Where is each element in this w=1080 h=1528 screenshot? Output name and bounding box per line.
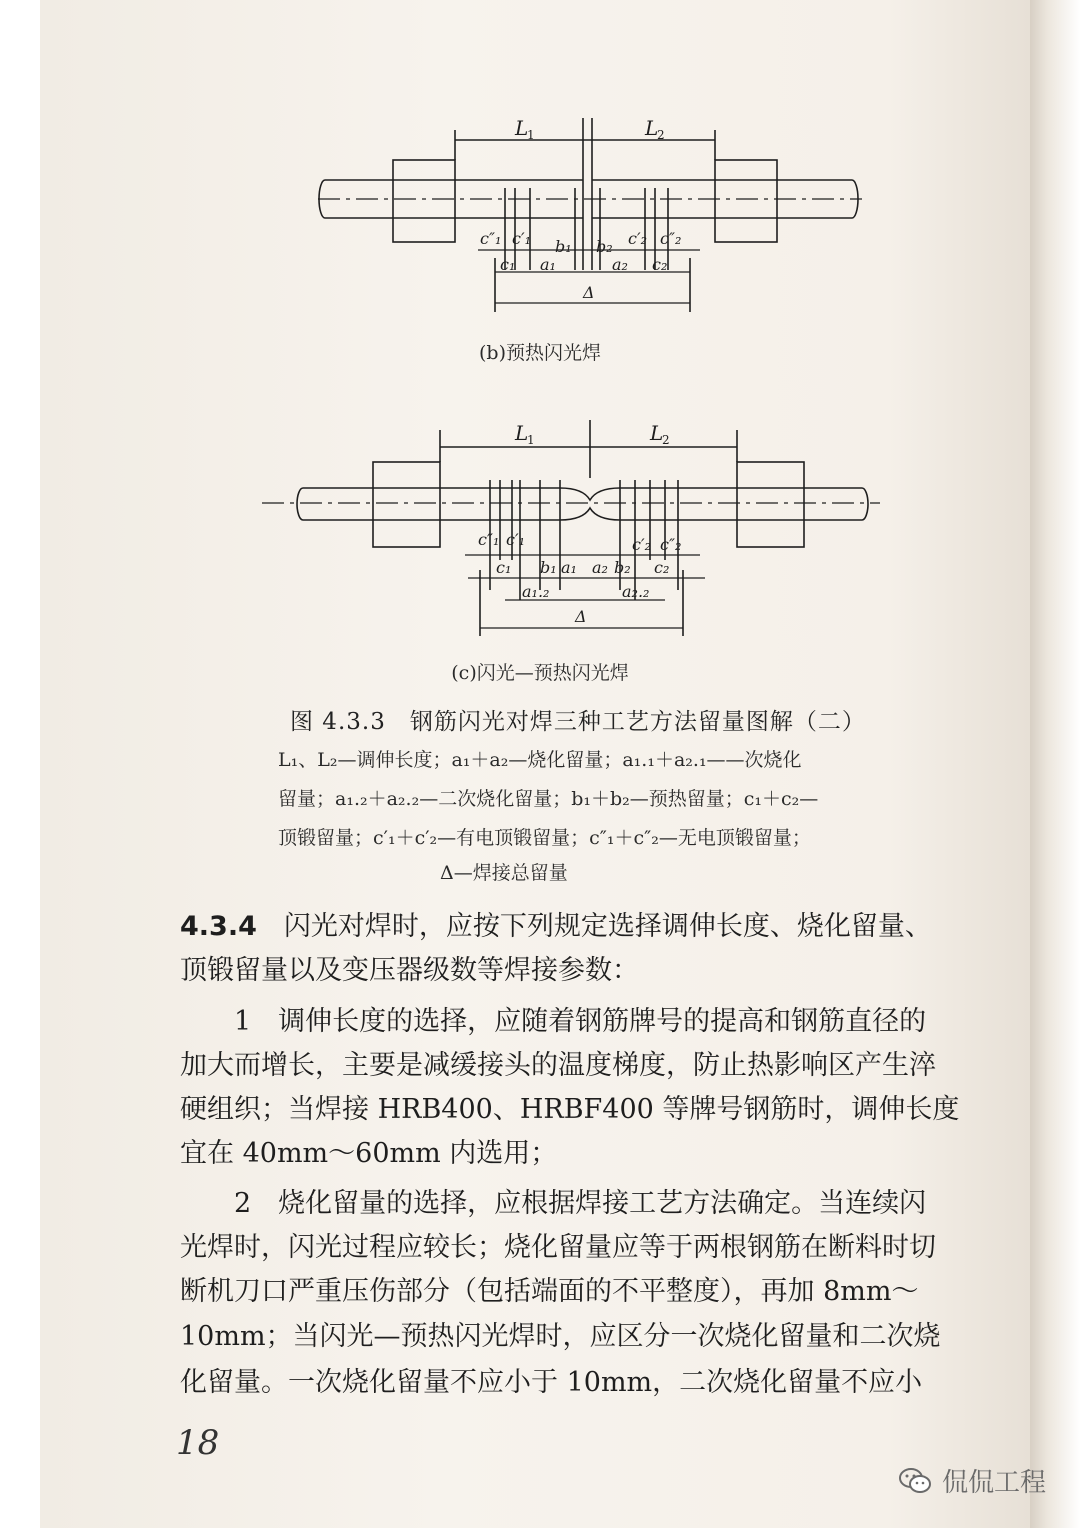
label-c-a22: a₂.₂ xyxy=(622,582,650,601)
legend-line-4: Δ—焊接总留量 xyxy=(440,862,568,884)
label-c-L2-sub: 2 xyxy=(662,433,670,447)
body-line-4: 加大而增长，主要是减缓接头的温度梯度，防止热影响区产生淬 xyxy=(180,1050,936,1081)
label-c2p: c′₂ xyxy=(628,229,648,248)
label-c1pp: c″₁ xyxy=(480,229,502,248)
body-line-10: 10mm；当闪光—预热闪光焊时，应区分一次烧化留量和二次烧 xyxy=(180,1321,941,1352)
section-number: 4.3.4 xyxy=(180,911,257,942)
page-number: 18 xyxy=(176,1423,220,1463)
label-L2: L xyxy=(645,116,659,140)
caption-c: (c)闪光—预热闪光焊 xyxy=(451,662,629,684)
label-c-L2: L xyxy=(650,421,664,445)
body-line-11: 化留量。一次烧化留量不应小于 10mm，二次烧化留量不应小 xyxy=(180,1367,923,1398)
label-delta: Δ xyxy=(583,283,595,302)
label-c1: c₁ xyxy=(500,255,516,274)
body-line-7: 2 烧化留量的选择，应根据焊接工艺方法确定。当连续闪 xyxy=(180,1188,927,1219)
label-a2: a₂ xyxy=(612,255,628,274)
label-c-a12: a₁.₂ xyxy=(522,582,550,601)
caption-b: (b)预热闪光焊 xyxy=(479,342,601,364)
watermark xyxy=(898,1462,1046,1499)
label-c-c1: c₁ xyxy=(496,558,512,577)
body-line-6: 宜在 40mm～60mm 内选用； xyxy=(180,1138,558,1169)
body-line-9: 断机刀口严重压伤部分（包括端面的不平整度），再加 8mm～ xyxy=(180,1276,919,1307)
figure-title: 图 4.3.3 钢筋闪光对焊三种工艺方法留量图解（二） xyxy=(290,709,866,735)
body-line-1 xyxy=(180,905,932,949)
legend-line-1: L₁、L₂—调伸长度；a₁＋a₂—烧化留量；a₁.₁＋a₂.₁——次烧化 xyxy=(278,749,802,771)
label-L1: L xyxy=(515,116,529,140)
legend-line-3: 顶锻留量；c′₁＋c′₂—有电顶锻留量；c″₁＋c″₂—无电顶锻留量； xyxy=(278,827,811,849)
label-c-b1: b₁ xyxy=(540,558,557,577)
label-c-c1p: c′₁ xyxy=(506,530,526,549)
label-L2-sub: 2 xyxy=(657,128,665,142)
figure-c xyxy=(262,420,880,636)
label-c-c2p: c′₂ xyxy=(632,535,652,554)
body-line-3: 1 调伸长度的选择，应随着钢筋牌号的提高和钢筋直径的 xyxy=(180,1006,927,1037)
label-b1: b₁ xyxy=(555,237,572,256)
body-line-8: 光焊时，闪光过程应较长；烧化留量应等于两根钢筋在断料时切 xyxy=(180,1232,936,1263)
body-line-5: 硬组织；当焊接 HRB400、HRBF400 等牌号钢筋时，调伸长度 xyxy=(180,1094,960,1125)
legend-line-2: 留量；a₁.₂＋a₂.₂—二次烧化留量；b₁＋b₂—预热留量；c₁＋c₂— xyxy=(278,788,819,810)
label-c-c2pp: c″₂ xyxy=(660,535,682,554)
label-L1-sub: 1 xyxy=(527,128,535,142)
label-c-L1: L xyxy=(515,421,529,445)
label-c-c1pp: c″₁ xyxy=(478,530,500,549)
label-a1: a₁ xyxy=(540,255,556,274)
label-c-L1-sub: 1 xyxy=(527,433,535,447)
label-c2pp: c″₂ xyxy=(660,229,682,248)
label-c-a1: a₁ xyxy=(561,558,577,577)
watermark-text: 侃侃工程 xyxy=(942,1468,1047,1498)
label-c-b2: b₂ xyxy=(614,558,631,577)
label-c2: c₂ xyxy=(652,255,668,274)
label-c-delta: Δ xyxy=(575,607,587,626)
label-c-a2: a₂ xyxy=(592,558,608,577)
body-line-2: 顶锻留量以及变压器级数等焊接参数： xyxy=(180,955,639,986)
label-c-c2: c₂ xyxy=(654,558,670,577)
label-b2: b₂ xyxy=(596,237,613,256)
wechat-icon xyxy=(898,1466,932,1496)
body-line-1-text: 闪光对焊时，应按下列规定选择调伸长度、烧化留量、 xyxy=(256,911,932,942)
label-c1p: c′₁ xyxy=(512,229,532,248)
